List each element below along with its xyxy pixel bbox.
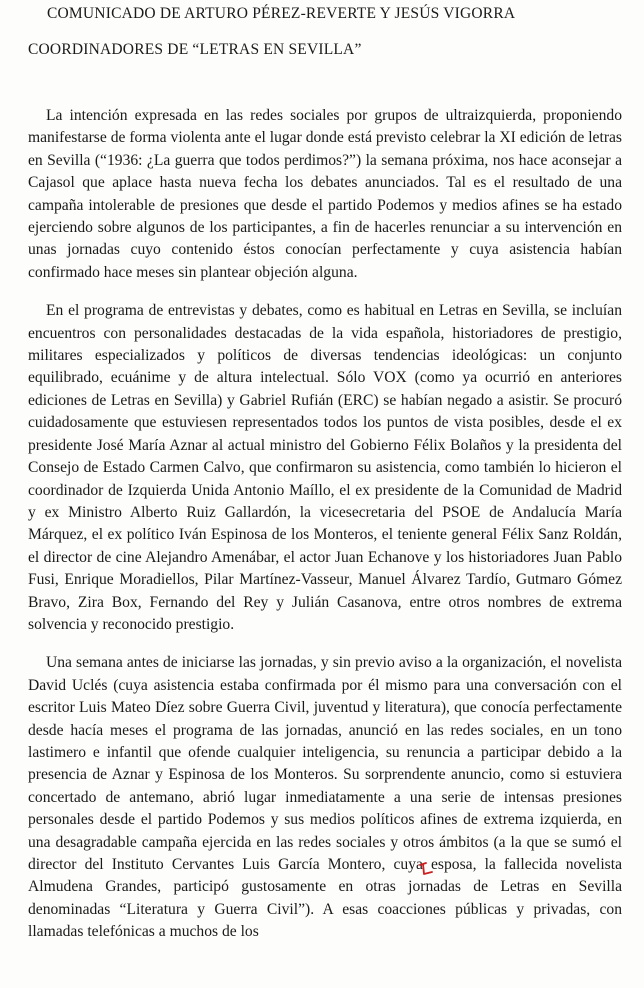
paragraph-3: Una semana antes de iniciarse las jornadas, y sin previo aviso a la organización, el novelista David Uclés (cuya asistencia estaba confirmada por él mismo para una conversación con el escritor Luis Mateo Díez sobre Guerra Civil, juventud y literatura), que conocía perfectamente desde hacía meses el programa de las jornadas, anunció en las redes sociales, en un tono lastimero e infantil que ofende cualquier inteligencia, su renuncia a participar debido a la presencia de Aznar y Espinosa de los Monteros. Su sorprendente anuncio, como si estuviera concertado de antemano, abrió lugar inmediatamente a una serie de intensas presiones personales desde el partido Podemos y sus medios políticos afines de extrema izquierda, en una desagradable campaña ejercida en las redes sociales y otros ámbitos (a la que se sumó el director del Instituto Cervantes Luis García Montero, cuya esposa, la fallecida novelista Almudena Grandes, participó gustosamente en otras jornadas de Letras en Sevilla denominadas “Literatura y Guerra Civil”). A esas coacciones públicas y privadas, con llamadas telefónicas a muchos de los	[28, 654, 622, 941]
red-pen-mark-icon	[418, 862, 436, 876]
document-body	[28, 105, 622, 944]
document-title: COMUNICADO DE ARTURO PÉREZ-REVERTE Y JESÚS VIGORRA	[47, 5, 516, 22]
document-subtitle: COORDINADORES DE “LETRAS EN SEVILLA”	[28, 41, 362, 58]
paragraph-1: La intención expresada en las redes sociales por grupos de ultraizquierda, proponiendo manifestarse de forma violenta ante el lugar donde está previsto celebrar la XI edición de letras en Sevilla (“1936: ¿La guerra que todos perdimos?”) la semana próxima, nos hace aconsejar a Cajasol que aplace hasta nueva fecha los debates anunciados. Tal es el resultado de una campaña intolerable de presiones que desde el partido Podemos y medios afines se ha estado ejerciendo sobre algunos de los participantes, a fin de hacerles renunciar a su intervención en unas jornadas cuyo contenido éstos conocían perfectamente y cuya asistencia habían confirmado hace meses sin plantear objeción alguna.	[28, 107, 622, 281]
paragraph-2: En el programa de entrevistas y debates, como es habitual en Letras en Sevilla, se incluían encuentros con personalidades destacadas de la vida española, historiadores de prestigio, militares especializados y políticos de diversas tendencias ideológicas: un conjunto equilibrado, ecuánime y de altura intelectual. Sólo VOX (como ya ocurrió en anteriores ediciones de Letras en Sevilla) y Gabriel Rufián (ERC) se habían negado a asistir. Se procuró cuidadosamente que estuviesen representados todos los puntos de vista posibles, desde el ex presidente José María Aznar al actual ministro del Gobierno Félix Bolaños y la presidenta del Consejo de Estado Carmen Calvo, que confirmaron su asistencia, como también lo hicieron el coordinador de Izquierda Unida Antonio Maíllo, el ex presidente de la Comunidad de Madrid y ex Ministro Alberto Ruiz Gallardón, la vicesecretaria del PSOE de Andalucía María Márquez, el ex político Iván Espinosa de los Monteros, el teniente general Félix Sanz Roldán, el director de cine Alejandro Amenábar, el actor Juan Echanove y los historiadores Juan Pablo Fusi, Enrique Moradiellos, Pilar Martínez-Vasseur, Manuel Álvarez Tardío, Gutmaro Gómez Bravo, Zira Box, Fernando del Rey y Julián Casanova, entre otros nombres de extrema solvencia y reconocido prestigio.	[28, 302, 622, 633]
